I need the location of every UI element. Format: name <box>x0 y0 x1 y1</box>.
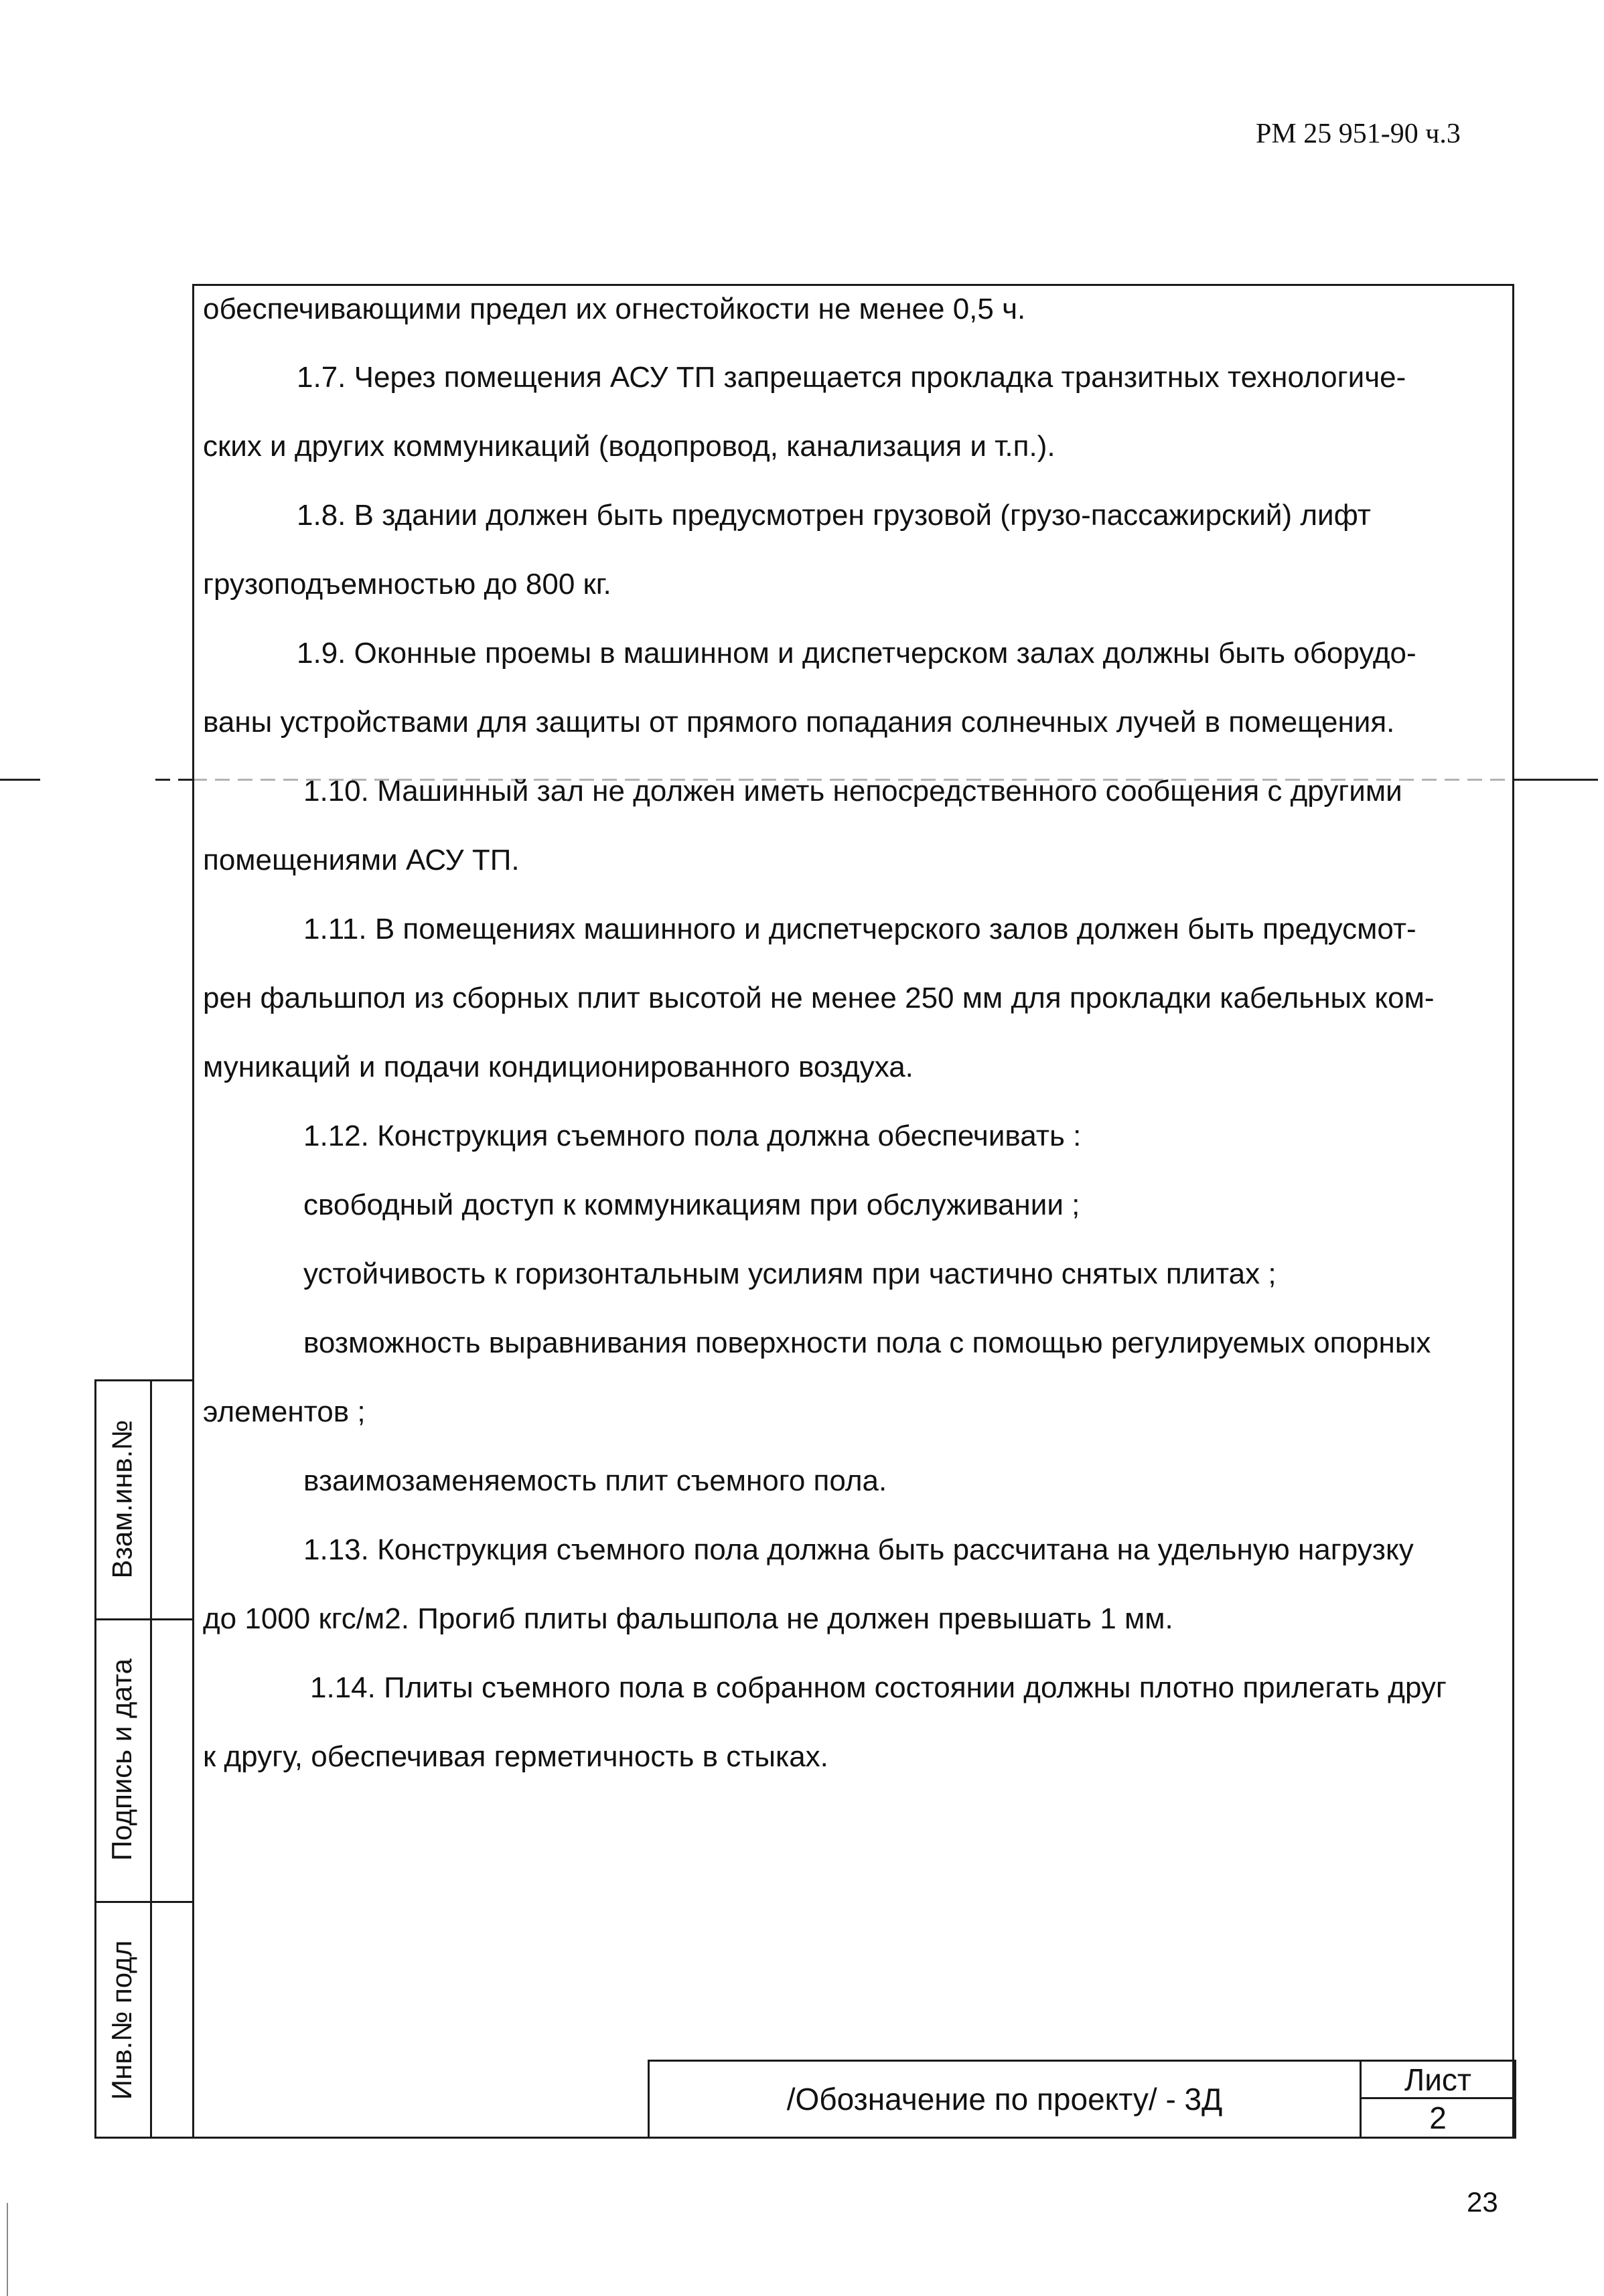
title-block <box>648 2060 1516 2139</box>
side-stamp-divider <box>150 1379 152 2139</box>
side-label-original-inventory: Инв.№ подл <box>106 1940 138 2100</box>
cut-mark-dashed <box>155 779 196 781</box>
text-line: 1.7. Через помещения АСУ ТП запрещается прокладка транзитных технологиче- <box>297 361 1406 394</box>
text-line: 1.12. Конструкция съемного пола должна обеспечивать : <box>303 1120 1082 1152</box>
text-line: 1.11. В помещениях машинного и диспетчерского залов должен быть предусмот- <box>303 913 1416 945</box>
text-line: рен фальшпол из сборных плит высотой не менее 250 мм для прокладки кабельных ком- <box>203 982 1435 1014</box>
text-line: 1.13. Конструкция съемного пола должна быть рассчитана на удельную нагрузку <box>303 1533 1414 1566</box>
page-number: 23 <box>1467 2186 1498 2218</box>
project-designation: /Обозначение по проекту/ - 3Д <box>650 2062 1362 2137</box>
cut-mark-right <box>1514 779 1598 781</box>
text-line: взаимозаменяемость плит съемного пола. <box>303 1464 887 1497</box>
text-line: 1.9. Оконные проемы в машинном и диспетчерском залах должны быть оборудо- <box>297 637 1416 670</box>
cut-mark-left <box>0 779 40 781</box>
side-label-signature-date: Подпись и дата <box>106 1658 138 1861</box>
sheet-number: 2 <box>1429 2100 1447 2135</box>
text-line: помещениями АСУ ТП. <box>203 844 520 876</box>
sheet-label: Лист <box>1362 2062 1514 2099</box>
text-line: грузоподъемностью до 800 кг. <box>203 568 611 601</box>
side-label-replacement-inventory: Взам.инв.№ <box>106 1420 138 1578</box>
text-line: 1.8. В здании должен быть предусмотрен грузовой (грузо-пассажирский) лифт <box>297 499 1371 532</box>
text-line: свободный доступ к коммуникациям при обслуживании ; <box>303 1189 1080 1221</box>
text-line: элементов ; <box>203 1395 366 1428</box>
fold-mark-bottom <box>7 2203 8 2296</box>
text-line: устойчивость к горизонтальным усилиям при частично снятых плитах ; <box>303 1257 1277 1290</box>
text-line: 1.10. Машинный зал не должен иметь непосредственного сообщения с другими <box>303 775 1402 808</box>
text-line: до 1000 кгс/м2. Прогиб плиты фальшпола не должен превышать 1 мм. <box>203 1602 1173 1635</box>
text-line: муникаций и подачи кондиционированного воздуха. <box>203 1051 914 1083</box>
side-stamp-strip <box>94 1379 195 2139</box>
text-line: к другу, обеспечивая герметичность в стыках. <box>203 1740 828 1773</box>
text-line: ваны устройствами для защиты от прямого попадания солнечных лучей в помещения. <box>203 706 1395 739</box>
text-line: возможность выравнивания поверхности пола с помощью регулируемых опорных <box>303 1326 1431 1359</box>
document-code: РМ 25 951-90 ч.3 <box>1256 119 1461 149</box>
text-line: 1.14. Плиты съемного пола в собранном состоянии должны плотно прилегать друг <box>310 1671 1447 1704</box>
text-line: ских и других коммуникаций (водопровод, канализация и т.п.). <box>203 430 1055 463</box>
text-line: обеспечивающими предел их огнестойкости не менее 0,5 ч. <box>203 293 1026 325</box>
